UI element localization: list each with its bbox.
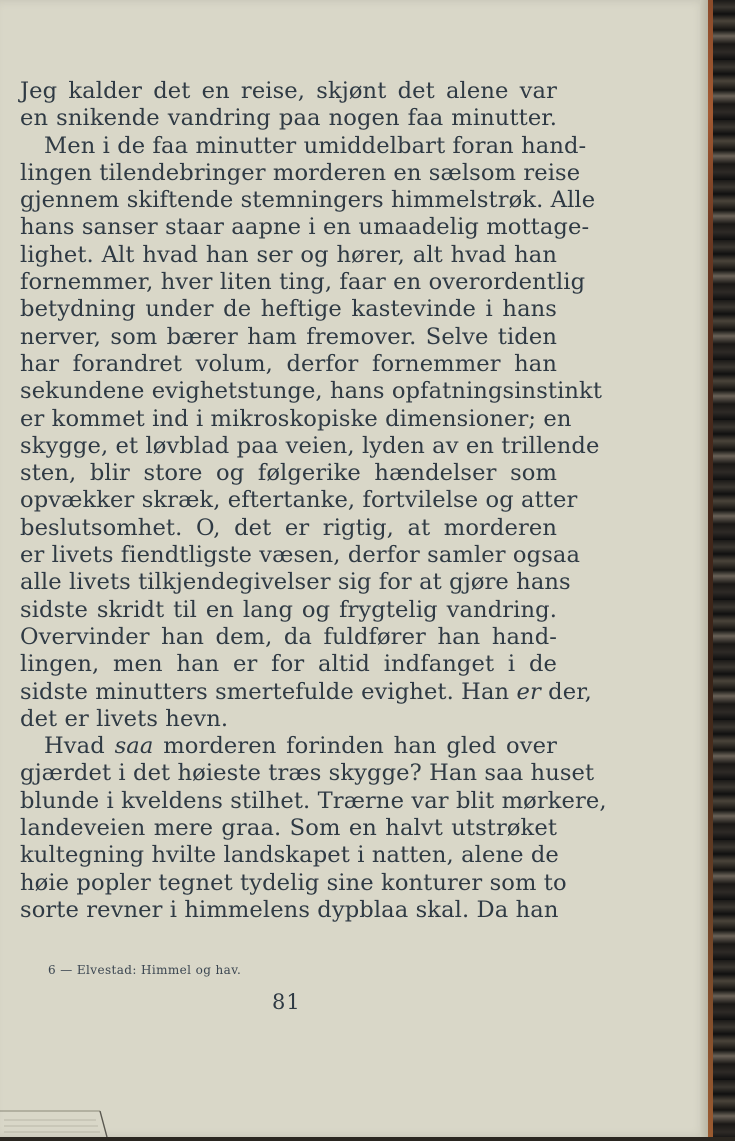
text-line: sekundene evighetstunge, hans opfatningsinstinkt	[20, 378, 603, 405]
text-line: sorte revner i himmelens dypblaa skal. Da han	[20, 896, 559, 923]
italic-word: saa	[114, 733, 154, 760]
library-stamp-mark	[0, 1110, 108, 1137]
text-line: landeveien mere graa. Som en halvt utstrøket	[20, 815, 557, 842]
text-line: gjærdet i det høieste træs skygge? Han saa huset	[20, 760, 595, 787]
body-text	[20, 78, 607, 924]
text-line: det er livets hevn.	[20, 705, 229, 732]
text-line: høie popler tegnet tydelig sine konturer som to	[20, 869, 567, 896]
text-line: hans sanser staar aapne i en umaadelig mottage-	[20, 214, 590, 241]
text-line: lingen tilendebringer morderen en sælsom reise	[20, 159, 581, 186]
text-line: Overvinder han dem, da fuldfører han hand-	[20, 623, 557, 650]
text-line: fornemmer, hver liten ting, faar en overordentlig	[20, 269, 586, 296]
text-line: har forandret volum, derfor fornemmer han	[20, 350, 557, 377]
text-line: Jeg kalder det en reise, skjønt det alene var	[20, 78, 557, 104]
text-line: lingen, men han er for altid indfanget i de	[20, 651, 557, 678]
text-line: er kommet ind i mikroskopiske dimensioner; en	[20, 405, 572, 432]
text-line: Men i de faa minutter umiddelbart foran hand-	[44, 132, 587, 159]
text-line: blunde i kveldens stilhet. Trærne var blit mørkere,	[20, 787, 607, 814]
text-segment: morderen forinden han gled over	[163, 733, 557, 760]
text-line	[20, 678, 592, 706]
text-line: betydning under de heftige kastevinde i hans	[20, 296, 557, 323]
italic-word: er	[516, 678, 541, 705]
text-line: lighet. Alt hvad han ser og hører, alt hvad han	[20, 241, 557, 268]
text-line: er livets fiendtligste væsen, derfor samler ogsaa	[20, 542, 581, 569]
text-line: sidste skridt til en lang og frygtelig vandring.	[20, 596, 557, 623]
text-line: kultegning hvilte landskapet i natten, alene de	[20, 842, 559, 869]
text-line: gjennem skiftende stemningers himmelstrøk. Alle	[20, 187, 596, 214]
text-segment: sidste minutters smertefulde evighet. Han	[20, 678, 510, 705]
text-line: opvækker skræk, eftertanke, fortvilelse og atter	[20, 487, 578, 514]
text-line	[20, 733, 557, 760]
footnote: 6 — Elvestad: Himmel og hav.	[48, 963, 242, 977]
text-line: skygge, et løvblad paa veien, lyden av en trillende	[20, 432, 600, 459]
text-line: en snikende vandring paa nogen faa minutter.	[20, 105, 557, 132]
text-line: alle livets tilkjendegivelser sig for at gjøre hans	[20, 569, 571, 596]
text-segment: der,	[548, 678, 592, 705]
page-number: 81	[272, 990, 301, 1014]
text-line: sten, blir store og følgerike hændelser som	[20, 460, 557, 487]
text-line: nerver, som bærer ham fremover. Selve tiden	[20, 323, 557, 350]
text-segment: Hvad	[44, 733, 105, 760]
text-line: beslutsomhet. O, det er rigtig, at morderen	[20, 514, 557, 541]
stamp-graphic	[0, 1110, 108, 1137]
book-binding	[708, 0, 735, 1137]
page-edge	[700, 0, 708, 1137]
